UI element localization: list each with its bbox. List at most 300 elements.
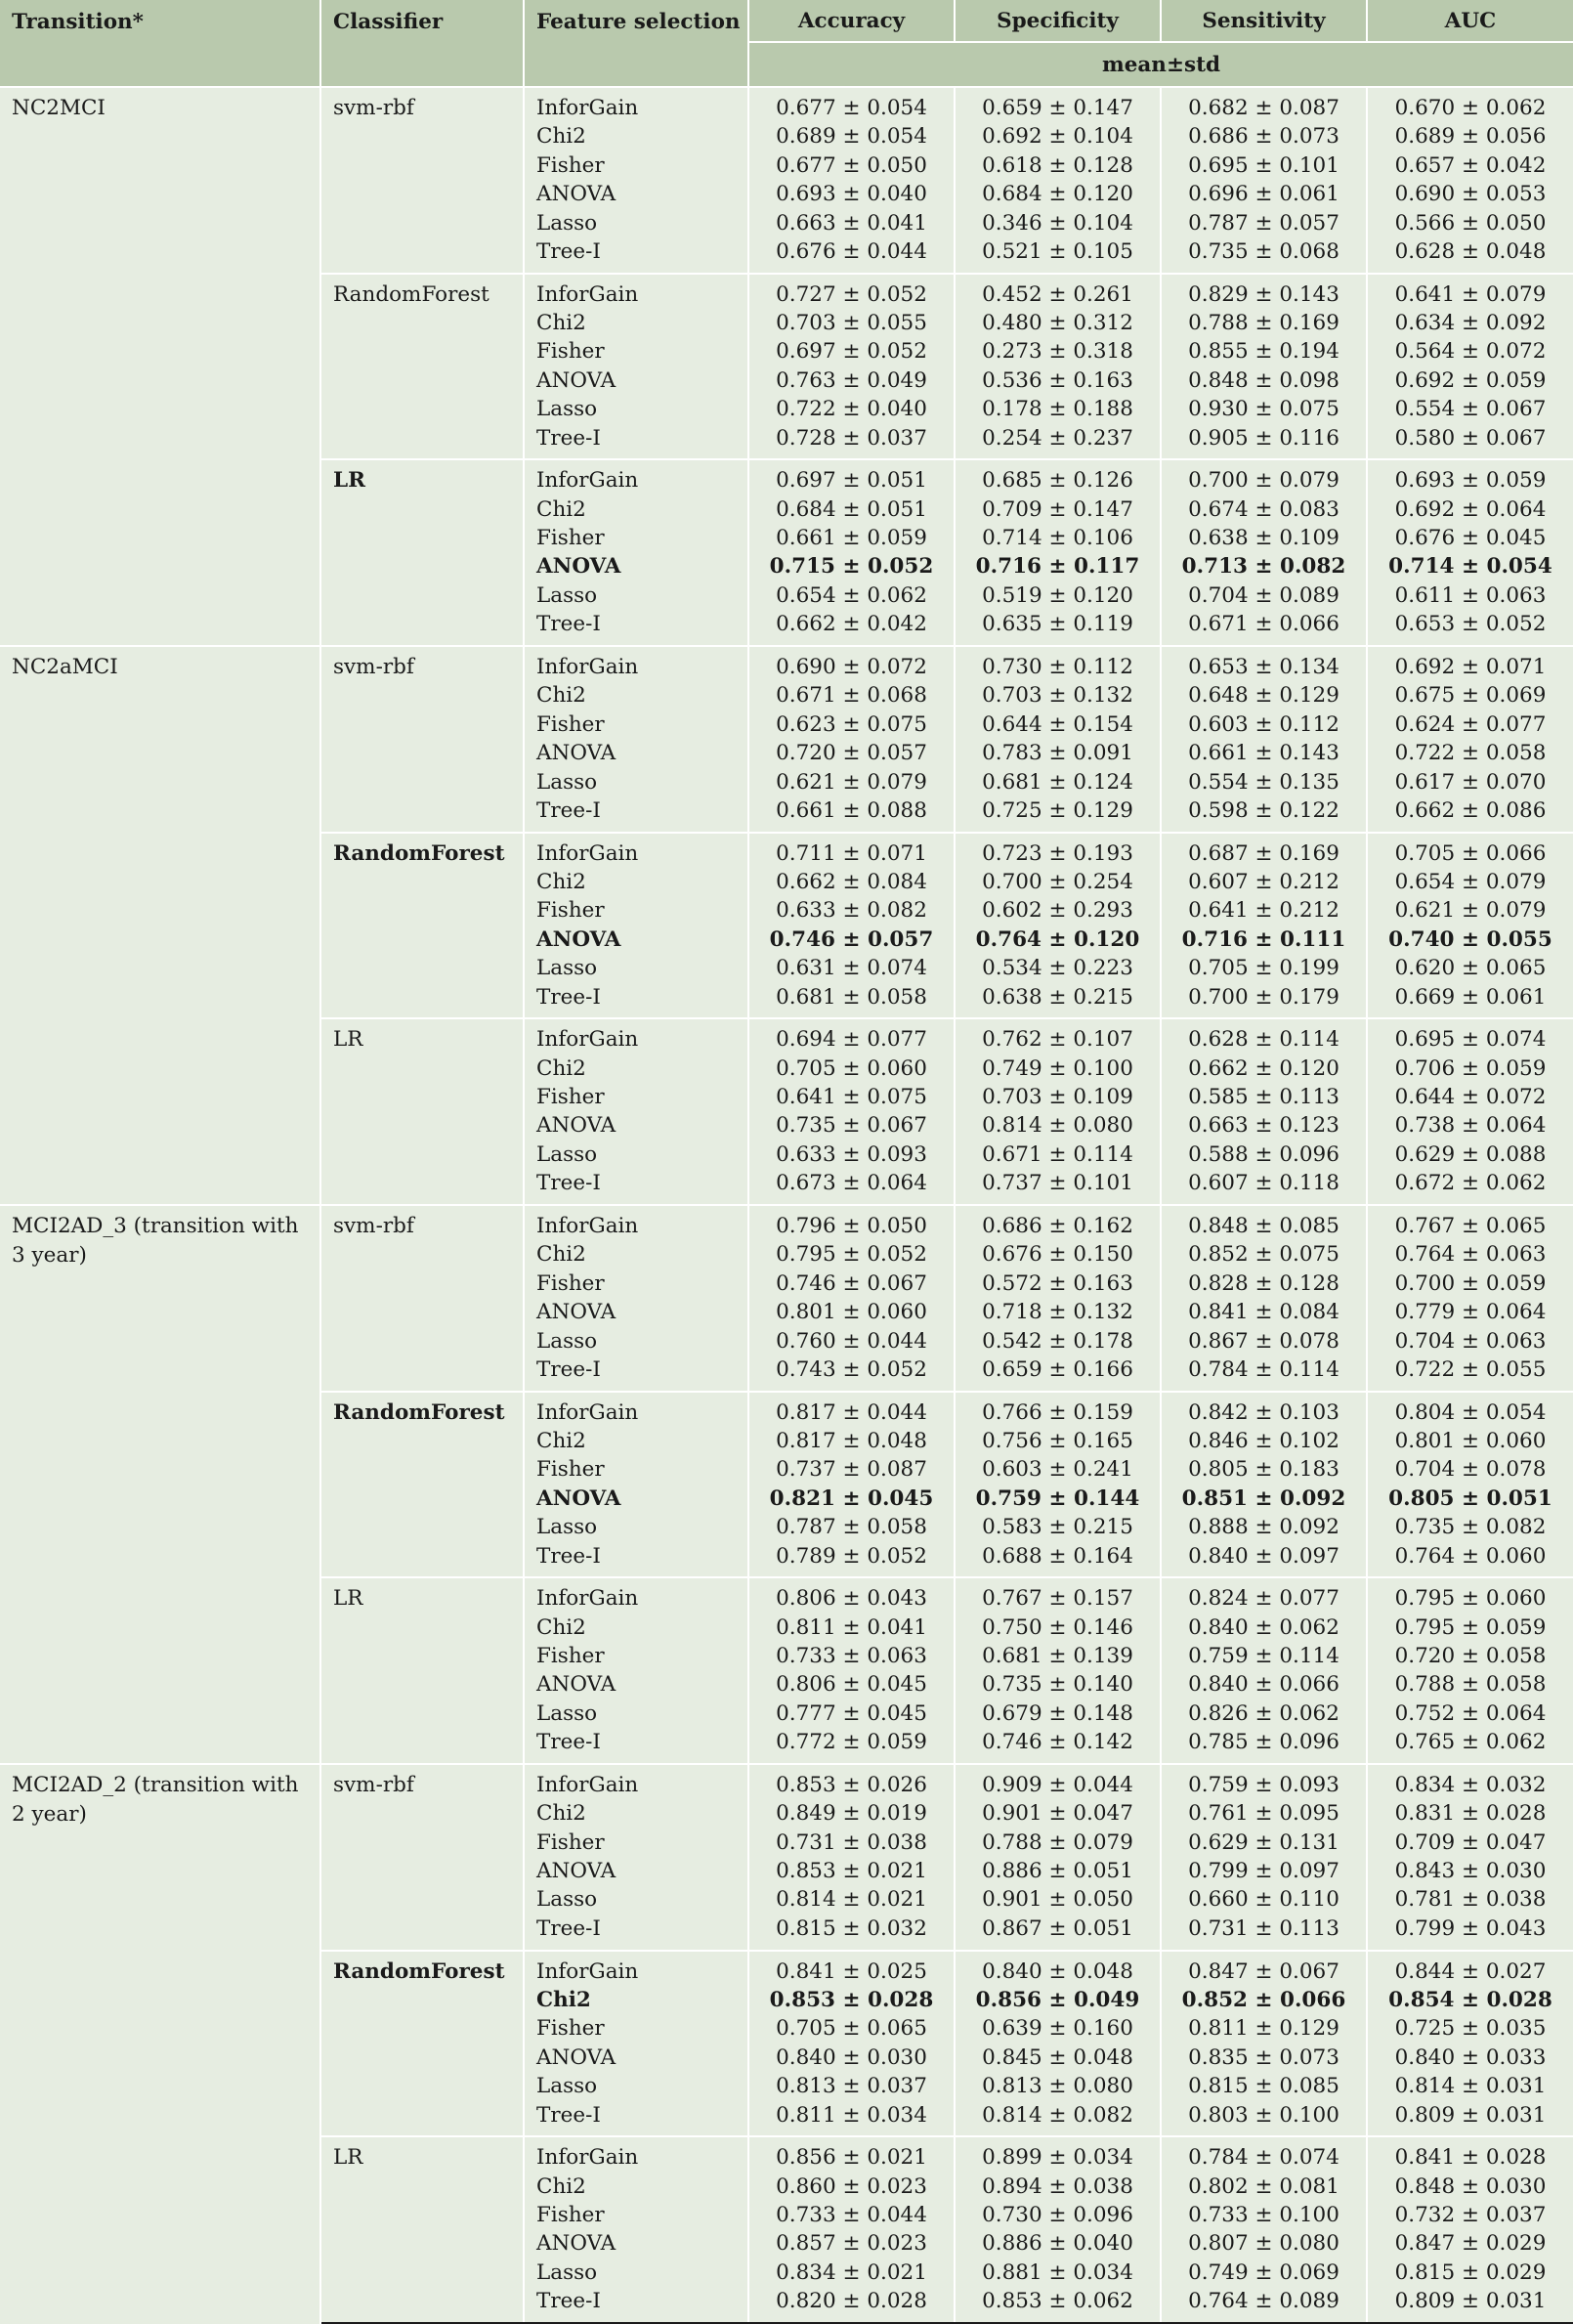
metric-value: 0.725 ± 0.129 — [982, 797, 1133, 823]
metric-value: 0.840 ± 0.097 — [1188, 1543, 1339, 1569]
metric-value: 0.621 ± 0.079 — [1394, 898, 1547, 924]
metric-value: 0.693 ± 0.059 — [1394, 468, 1547, 494]
metric-value: 0.692 ± 0.071 — [1394, 654, 1547, 679]
metric-value: 0.673 ± 0.064 — [776, 1171, 927, 1196]
metric-value: 0.711 ± 0.071 — [776, 840, 927, 866]
feature-selection-cell — [524, 1018, 748, 1205]
feature-selection-label: InforGain — [536, 1586, 639, 1612]
feature-selection-cell — [524, 1764, 748, 1951]
metric-value: 0.695 ± 0.074 — [1394, 1027, 1547, 1053]
metric-value: 0.722 ± 0.055 — [1394, 1356, 1547, 1382]
metric-value: 0.735 ± 0.082 — [1394, 1515, 1547, 1540]
metric-value: 0.623 ± 0.075 — [776, 711, 927, 737]
metric-value: 0.802 ± 0.081 — [1188, 2173, 1339, 2199]
metric-value: 0.706 ± 0.059 — [1394, 1055, 1547, 1081]
metric-value: 0.814 ± 0.080 — [982, 1113, 1133, 1139]
metric-value: 0.633 ± 0.082 — [776, 898, 927, 924]
header-classifier: Classifier — [320, 0, 524, 87]
metric-value: 0.843 ± 0.030 — [1394, 1859, 1547, 1884]
metric-value: 0.784 ± 0.074 — [1188, 2145, 1339, 2171]
feature-selection-cell — [524, 646, 748, 833]
metric-value: 0.809 ± 0.031 — [1394, 2102, 1547, 2128]
metric-value: 0.795 ± 0.060 — [1394, 1586, 1547, 1612]
metric-value: 0.852 ± 0.075 — [1188, 1242, 1339, 1268]
metric-value: 0.718 ± 0.132 — [982, 1300, 1133, 1325]
feature-selection-label: Lasso — [536, 2074, 598, 2099]
header-specificity: Specificity — [955, 0, 1161, 42]
table-body — [0, 87, 1573, 2323]
metric-value: 0.679 ± 0.148 — [982, 1700, 1133, 1726]
metric-cell — [1161, 1392, 1367, 1578]
feature-selection-label: Lasso — [536, 1141, 598, 1167]
metric-value: 0.690 ± 0.053 — [1394, 182, 1547, 207]
metric-value: 0.886 ± 0.051 — [982, 1859, 1133, 1884]
metric-value: 0.746 ± 0.057 — [769, 926, 934, 952]
metric-value: 0.764 ± 0.089 — [1188, 2289, 1339, 2314]
metric-value: 0.811 ± 0.129 — [1188, 2016, 1339, 2042]
metric-value: 0.661 ± 0.088 — [776, 797, 927, 823]
metric-value: 0.723 ± 0.193 — [982, 840, 1133, 866]
metric-value: 0.641 ± 0.075 — [776, 1085, 927, 1110]
metric-value: 0.841 ± 0.028 — [1394, 2145, 1547, 2171]
metric-cell — [748, 833, 955, 1019]
metric-value: 0.677 ± 0.050 — [776, 152, 927, 178]
feature-selection-label: InforGain — [536, 840, 639, 866]
metric-value: 0.811 ± 0.041 — [776, 1614, 927, 1640]
metric-cell — [955, 87, 1161, 274]
metric-value: 0.849 ± 0.019 — [776, 1801, 927, 1827]
classifier-cell: svm-rbf — [320, 1764, 524, 1951]
classifier-cell: svm-rbf — [320, 1205, 524, 1392]
feature-selection-label: Chi2 — [536, 870, 586, 895]
metric-value: 0.888 ± 0.092 — [1188, 1515, 1339, 1540]
metric-value: 0.829 ± 0.143 — [1188, 281, 1339, 307]
metric-value: 0.663 ± 0.041 — [776, 210, 927, 236]
metric-cell — [955, 1951, 1161, 2137]
classifier-cell: LR — [320, 1018, 524, 1205]
metric-value: 0.588 ± 0.096 — [1188, 1141, 1339, 1167]
metric-cell — [1367, 87, 1573, 274]
feature-selection-cell — [524, 87, 748, 274]
metric-value: 0.669 ± 0.061 — [1394, 984, 1547, 1010]
metric-value: 0.805 ± 0.183 — [1188, 1457, 1339, 1483]
metric-cell — [955, 1392, 1161, 1578]
metric-cell — [748, 1577, 955, 1764]
metric-cell — [1161, 1018, 1367, 1205]
metric-value: 0.659 ± 0.147 — [982, 96, 1133, 120]
metric-value: 0.633 ± 0.093 — [776, 1141, 927, 1167]
metric-value: 0.564 ± 0.072 — [1394, 339, 1547, 365]
metric-value: 0.815 ± 0.029 — [1394, 2259, 1547, 2285]
metric-value: 0.759 ± 0.144 — [975, 1485, 1140, 1511]
metric-value: 0.628 ± 0.048 — [1394, 238, 1547, 264]
feature-selection-label: Chi2 — [536, 311, 586, 336]
metric-value: 0.772 ± 0.059 — [776, 1730, 927, 1755]
metric-value: 0.620 ± 0.065 — [1394, 956, 1547, 981]
feature-selection-label: Chi2 — [536, 1242, 586, 1268]
metric-cell — [748, 646, 955, 833]
metric-value: 0.805 ± 0.051 — [1388, 1485, 1552, 1511]
metric-value: 0.654 ± 0.062 — [776, 582, 927, 608]
metric-value: 0.853 ± 0.028 — [769, 1987, 934, 2012]
metric-cell — [1161, 1764, 1367, 1951]
metric-value: 0.661 ± 0.143 — [1188, 741, 1339, 766]
metric-value: 0.452 ± 0.261 — [982, 281, 1133, 307]
feature-selection-label: ANOVA — [536, 182, 616, 207]
metric-value: 0.779 ± 0.064 — [1394, 1300, 1547, 1325]
feature-selection-label: Lasso — [536, 582, 598, 608]
metric-value: 0.542 ± 0.178 — [982, 1328, 1133, 1354]
metric-cell — [1367, 1205, 1573, 1392]
metric-value: 0.705 ± 0.060 — [776, 1055, 927, 1081]
metric-value: 0.659 ± 0.166 — [982, 1356, 1133, 1382]
metric-value: 0.901 ± 0.050 — [982, 1887, 1133, 1913]
metric-value: 0.803 ± 0.100 — [1188, 2102, 1339, 2128]
classifier-cell: RandomForest — [320, 1951, 524, 2137]
metric-cell — [955, 833, 1161, 1019]
metric-value: 0.899 ± 0.034 — [982, 2145, 1133, 2171]
metric-value: 0.695 ± 0.101 — [1188, 152, 1339, 178]
metric-value: 0.675 ± 0.069 — [1394, 683, 1547, 709]
metric-value: 0.840 ± 0.062 — [1188, 1614, 1339, 1640]
metric-value: 0.845 ± 0.048 — [982, 2044, 1133, 2070]
metric-cell — [955, 1205, 1161, 1392]
transition-cell: NC2aMCI — [0, 646, 320, 1205]
classifier-cell: LR — [320, 2136, 524, 2323]
metric-value: 0.834 ± 0.032 — [1394, 1772, 1547, 1797]
metric-value: 0.670 ± 0.062 — [1394, 96, 1547, 120]
metric-cell — [955, 1018, 1161, 1205]
metric-value: 0.662 ± 0.084 — [776, 870, 927, 895]
metric-cell — [748, 1764, 955, 1951]
metric-value: 0.722 ± 0.058 — [1394, 741, 1547, 766]
feature-selection-label: Fisher — [536, 1085, 605, 1110]
metric-value: 0.840 ± 0.030 — [776, 2044, 927, 2070]
metric-value: 0.848 ± 0.098 — [1188, 367, 1339, 393]
metric-value: 0.671 ± 0.066 — [1188, 612, 1339, 637]
metric-value: 0.784 ± 0.114 — [1188, 1356, 1339, 1382]
metric-value: 0.761 ± 0.095 — [1188, 1801, 1339, 1827]
metric-value: 0.653 ± 0.134 — [1188, 654, 1339, 679]
metric-value: 0.624 ± 0.077 — [1394, 711, 1547, 737]
metric-value: 0.534 ± 0.223 — [982, 956, 1133, 981]
feature-selection-label: Fisher — [536, 1644, 605, 1669]
metric-value: 0.638 ± 0.109 — [1188, 526, 1339, 551]
metric-value: 0.641 ± 0.212 — [1188, 898, 1339, 924]
metric-value: 0.583 ± 0.215 — [982, 1515, 1133, 1540]
feature-selection-label: InforGain — [536, 468, 639, 494]
metric-value: 0.705 ± 0.065 — [776, 2016, 927, 2042]
metric-value: 0.820 ± 0.028 — [776, 2289, 927, 2314]
metric-value: 0.759 ± 0.114 — [1188, 1644, 1339, 1669]
metric-cell — [955, 646, 1161, 833]
metric-value: 0.554 ± 0.135 — [1188, 769, 1339, 795]
metric-value: 0.254 ± 0.237 — [982, 425, 1133, 451]
metric-value: 0.671 ± 0.114 — [982, 1141, 1133, 1167]
metric-value: 0.692 ± 0.059 — [1394, 367, 1547, 393]
metric-value: 0.847 ± 0.067 — [1188, 1958, 1339, 1984]
metric-value: 0.566 ± 0.050 — [1394, 210, 1547, 236]
metric-value: 0.714 ± 0.106 — [982, 526, 1133, 551]
feature-selection-label: InforGain — [536, 1958, 639, 1984]
metric-value: 0.796 ± 0.050 — [776, 1213, 927, 1238]
metric-cell — [955, 459, 1161, 646]
metric-value: 0.521 ± 0.105 — [982, 238, 1133, 264]
feature-selection-label: InforGain — [536, 2145, 639, 2171]
metric-value: 0.852 ± 0.066 — [1181, 1987, 1346, 2012]
feature-selection-label: ANOVA — [536, 1300, 616, 1325]
metric-value: 0.787 ± 0.058 — [776, 1515, 927, 1540]
metric-value: 0.727 ± 0.052 — [776, 281, 927, 307]
metric-value: 0.831 ± 0.028 — [1394, 1801, 1547, 1827]
metric-cell — [1367, 646, 1573, 833]
feature-selection-label: Chi2 — [536, 1428, 586, 1453]
metric-value: 0.817 ± 0.048 — [776, 1428, 927, 1453]
feature-selection-label: InforGain — [536, 96, 639, 120]
metric-value: 0.846 ± 0.102 — [1188, 1428, 1339, 1453]
metric-value: 0.681 ± 0.058 — [776, 984, 927, 1010]
metric-value: 0.781 ± 0.038 — [1394, 1887, 1547, 1913]
metric-value: 0.788 ± 0.169 — [1188, 311, 1339, 336]
metric-value: 0.696 ± 0.061 — [1188, 182, 1339, 207]
metric-value: 0.815 ± 0.085 — [1188, 2074, 1339, 2099]
metric-value: 0.700 ± 0.059 — [1394, 1270, 1547, 1296]
feature-selection-cell — [524, 1577, 748, 1764]
feature-selection-label: Lasso — [536, 397, 598, 422]
feature-selection-cell — [524, 1205, 748, 1392]
feature-selection-label: Chi2 — [536, 683, 586, 709]
feature-selection-label: ANOVA — [536, 1113, 616, 1139]
metric-value: 0.684 ± 0.051 — [776, 496, 927, 522]
feature-selection-label: Fisher — [536, 339, 605, 365]
metric-value: 0.795 ± 0.059 — [1394, 1614, 1547, 1640]
metric-value: 0.676 ± 0.045 — [1394, 526, 1547, 551]
metric-value: 0.851 ± 0.092 — [1181, 1485, 1346, 1511]
feature-selection-label: Fisher — [536, 152, 605, 178]
metric-value: 0.806 ± 0.043 — [776, 1586, 927, 1612]
metric-value: 0.611 ± 0.063 — [1394, 582, 1547, 608]
metric-cell — [955, 274, 1161, 460]
metric-value: 0.662 ± 0.086 — [1394, 797, 1547, 823]
metric-value: 0.735 ± 0.140 — [982, 1672, 1133, 1698]
transition-cell: MCI2AD_2 (transition with 2 year) — [0, 1764, 320, 2323]
metric-value: 0.764 ± 0.120 — [975, 926, 1140, 952]
metric-value: 0.603 ± 0.112 — [1188, 711, 1339, 737]
metric-value: 0.607 ± 0.118 — [1188, 1171, 1339, 1196]
feature-selection-label: Chi2 — [536, 1801, 586, 1827]
metric-value: 0.881 ± 0.034 — [982, 2259, 1133, 2285]
metric-value: 0.607 ± 0.212 — [1188, 870, 1339, 895]
classifier-cell: LR — [320, 459, 524, 646]
metric-value: 0.686 ± 0.162 — [982, 1213, 1133, 1238]
feature-selection-label: InforGain — [536, 1213, 639, 1238]
feature-selection-label: Tree-I — [536, 1171, 601, 1196]
feature-selection-cell — [524, 274, 748, 460]
feature-selection-label: Tree-I — [536, 238, 601, 264]
feature-selection-label: ANOVA — [536, 367, 616, 393]
metric-cell — [955, 2136, 1161, 2323]
feature-selection-label: Fisher — [536, 2016, 605, 2042]
metric-cell — [748, 87, 955, 274]
metric-value: 0.580 ± 0.067 — [1394, 425, 1547, 451]
metric-value: 0.725 ± 0.035 — [1394, 2016, 1547, 2042]
metric-cell — [1367, 1577, 1573, 1764]
metric-value: 0.760 ± 0.044 — [776, 1328, 927, 1354]
metric-cell — [1367, 833, 1573, 1019]
metric-cell — [1161, 646, 1367, 833]
metric-value: 0.676 ± 0.150 — [982, 1242, 1133, 1268]
feature-selection-label: Fisher — [536, 898, 605, 924]
metric-cell — [748, 1951, 955, 2137]
metric-value: 0.817 ± 0.044 — [776, 1399, 927, 1425]
metric-value: 0.681 ± 0.139 — [982, 1644, 1133, 1669]
metric-value: 0.783 ± 0.091 — [982, 741, 1133, 766]
feature-selection-cell — [524, 1392, 748, 1578]
feature-selection-label: Chi2 — [536, 124, 586, 150]
classifier-cell: RandomForest — [320, 274, 524, 460]
metric-value: 0.273 ± 0.318 — [982, 339, 1133, 365]
metric-value: 0.617 ± 0.070 — [1394, 769, 1547, 795]
metric-value: 0.821 ± 0.045 — [769, 1485, 934, 1511]
metric-value: 0.752 ± 0.064 — [1394, 1700, 1547, 1726]
metric-value: 0.842 ± 0.103 — [1188, 1399, 1339, 1425]
group-row — [0, 1205, 1573, 1392]
metric-value: 0.853 ± 0.062 — [982, 2289, 1133, 2314]
metric-value: 0.661 ± 0.059 — [776, 526, 927, 551]
metric-value: 0.860 ± 0.023 — [776, 2173, 927, 2199]
metric-value: 0.789 ± 0.052 — [776, 1543, 927, 1569]
classifier-cell: svm-rbf — [320, 87, 524, 274]
metric-value: 0.767 ± 0.065 — [1394, 1213, 1547, 1238]
metric-value: 0.848 ± 0.085 — [1188, 1213, 1339, 1238]
feature-selection-label: Tree-I — [536, 1915, 601, 1941]
metric-value: 0.685 ± 0.126 — [982, 468, 1133, 494]
transition-cell: NC2MCI — [0, 87, 320, 646]
metric-value: 0.519 ± 0.120 — [982, 582, 1133, 608]
metric-value: 0.765 ± 0.062 — [1394, 1730, 1547, 1755]
metric-value: 0.738 ± 0.064 — [1394, 1113, 1547, 1139]
feature-selection-label: Fisher — [536, 1457, 605, 1483]
metric-value: 0.635 ± 0.119 — [982, 612, 1133, 637]
metric-value: 0.763 ± 0.049 — [776, 367, 927, 393]
metric-cell — [1367, 1764, 1573, 1951]
classifier-cell: svm-rbf — [320, 646, 524, 833]
metric-cell — [1161, 833, 1367, 1019]
metric-cell — [748, 459, 955, 646]
metric-value: 0.764 ± 0.060 — [1394, 1543, 1547, 1569]
metric-value: 0.703 ± 0.055 — [776, 311, 927, 336]
metric-value: 0.644 ± 0.154 — [982, 711, 1133, 737]
metric-value: 0.703 ± 0.132 — [982, 683, 1133, 709]
metric-value: 0.886 ± 0.040 — [982, 2231, 1133, 2257]
metric-value: 0.700 ± 0.254 — [982, 870, 1133, 895]
feature-selection-label: Fisher — [536, 711, 605, 737]
metric-value: 0.657 ± 0.042 — [1394, 152, 1547, 178]
metric-value: 0.756 ± 0.165 — [982, 1428, 1133, 1453]
metric-value: 0.799 ± 0.043 — [1394, 1915, 1547, 1941]
metric-value: 0.759 ± 0.093 — [1188, 1772, 1339, 1797]
metric-value: 0.709 ± 0.047 — [1394, 1829, 1547, 1855]
feature-selection-label: ANOVA — [536, 2231, 616, 2257]
metric-cell — [748, 1392, 955, 1578]
feature-selection-label: Fisher — [536, 1270, 605, 1296]
metric-value: 0.813 ± 0.037 — [776, 2074, 927, 2099]
metric-value: 0.662 ± 0.042 — [776, 612, 927, 637]
metric-value: 0.716 ± 0.117 — [975, 554, 1140, 580]
metric-value: 0.857 ± 0.023 — [776, 2231, 927, 2257]
metric-cell — [748, 1205, 955, 1392]
metric-value: 0.554 ± 0.067 — [1394, 397, 1547, 422]
metric-value: 0.705 ± 0.066 — [1394, 840, 1547, 866]
metric-cell — [1367, 1018, 1573, 1205]
metric-value: 0.731 ± 0.113 — [1188, 1915, 1339, 1941]
metric-value: 0.704 ± 0.089 — [1188, 582, 1339, 608]
feature-selection-label: InforGain — [536, 281, 639, 307]
metric-value: 0.720 ± 0.058 — [1394, 1644, 1547, 1669]
metric-value: 0.178 ± 0.188 — [982, 397, 1133, 422]
metric-value: 0.801 ± 0.060 — [1394, 1428, 1547, 1453]
metric-cell — [955, 1577, 1161, 1764]
metric-value: 0.813 ± 0.080 — [982, 2074, 1133, 2099]
metric-value: 0.480 ± 0.312 — [982, 311, 1133, 336]
metric-value: 0.631 ± 0.074 — [776, 956, 927, 981]
group-row — [0, 646, 1573, 833]
metric-value: 0.766 ± 0.159 — [982, 1399, 1133, 1425]
metric-cell — [1161, 2136, 1367, 2323]
metric-value: 0.682 ± 0.087 — [1188, 96, 1339, 120]
header-mean-std: mean±std — [748, 42, 1573, 87]
metric-value: 0.762 ± 0.107 — [982, 1027, 1133, 1053]
feature-selection-label: Lasso — [536, 1515, 598, 1540]
feature-selection-label: InforGain — [536, 1399, 639, 1425]
metric-value: 0.743 ± 0.052 — [776, 1356, 927, 1382]
metric-value: 0.671 ± 0.068 — [776, 683, 927, 709]
metric-value: 0.700 ± 0.179 — [1188, 984, 1339, 1010]
metric-value: 0.634 ± 0.092 — [1394, 311, 1547, 336]
metric-value: 0.799 ± 0.097 — [1188, 1859, 1339, 1884]
metric-cell — [1367, 2136, 1573, 2323]
metric-value: 0.684 ± 0.120 — [982, 182, 1133, 207]
header-auc: AUC — [1367, 0, 1573, 42]
metric-value: 0.703 ± 0.109 — [982, 1085, 1133, 1110]
metric-value: 0.697 ± 0.052 — [776, 339, 927, 365]
metric-cell — [1367, 274, 1573, 460]
metric-value: 0.788 ± 0.058 — [1394, 1672, 1547, 1698]
header-accuracy: Accuracy — [748, 0, 955, 42]
metric-cell — [1161, 459, 1367, 646]
metric-value: 0.693 ± 0.040 — [776, 182, 927, 207]
metric-value: 0.346 ± 0.104 — [982, 210, 1133, 236]
feature-selection-label: ANOVA — [536, 741, 616, 766]
metric-value: 0.737 ± 0.087 — [776, 1457, 927, 1483]
metric-value: 0.814 ± 0.031 — [1394, 2074, 1547, 2099]
feature-selection-label: Lasso — [536, 769, 598, 795]
feature-selection-label: InforGain — [536, 654, 639, 679]
metric-value: 0.629 ± 0.131 — [1188, 1829, 1339, 1855]
metric-value: 0.840 ± 0.048 — [982, 1958, 1133, 1984]
metric-value: 0.536 ± 0.163 — [982, 367, 1133, 393]
metric-value: 0.844 ± 0.027 — [1394, 1958, 1547, 1984]
metric-value: 0.728 ± 0.037 — [776, 425, 927, 451]
feature-selection-label: Tree-I — [536, 1730, 601, 1755]
feature-selection-label: Lasso — [536, 1328, 598, 1354]
metric-value: 0.806 ± 0.045 — [776, 1672, 927, 1698]
feature-selection-label: Tree-I — [536, 984, 601, 1010]
metric-value: 0.641 ± 0.079 — [1394, 281, 1547, 307]
metric-value: 0.687 ± 0.169 — [1188, 840, 1339, 866]
metric-value: 0.815 ± 0.032 — [776, 1915, 927, 1941]
metric-value: 0.854 ± 0.028 — [1388, 1987, 1552, 2012]
